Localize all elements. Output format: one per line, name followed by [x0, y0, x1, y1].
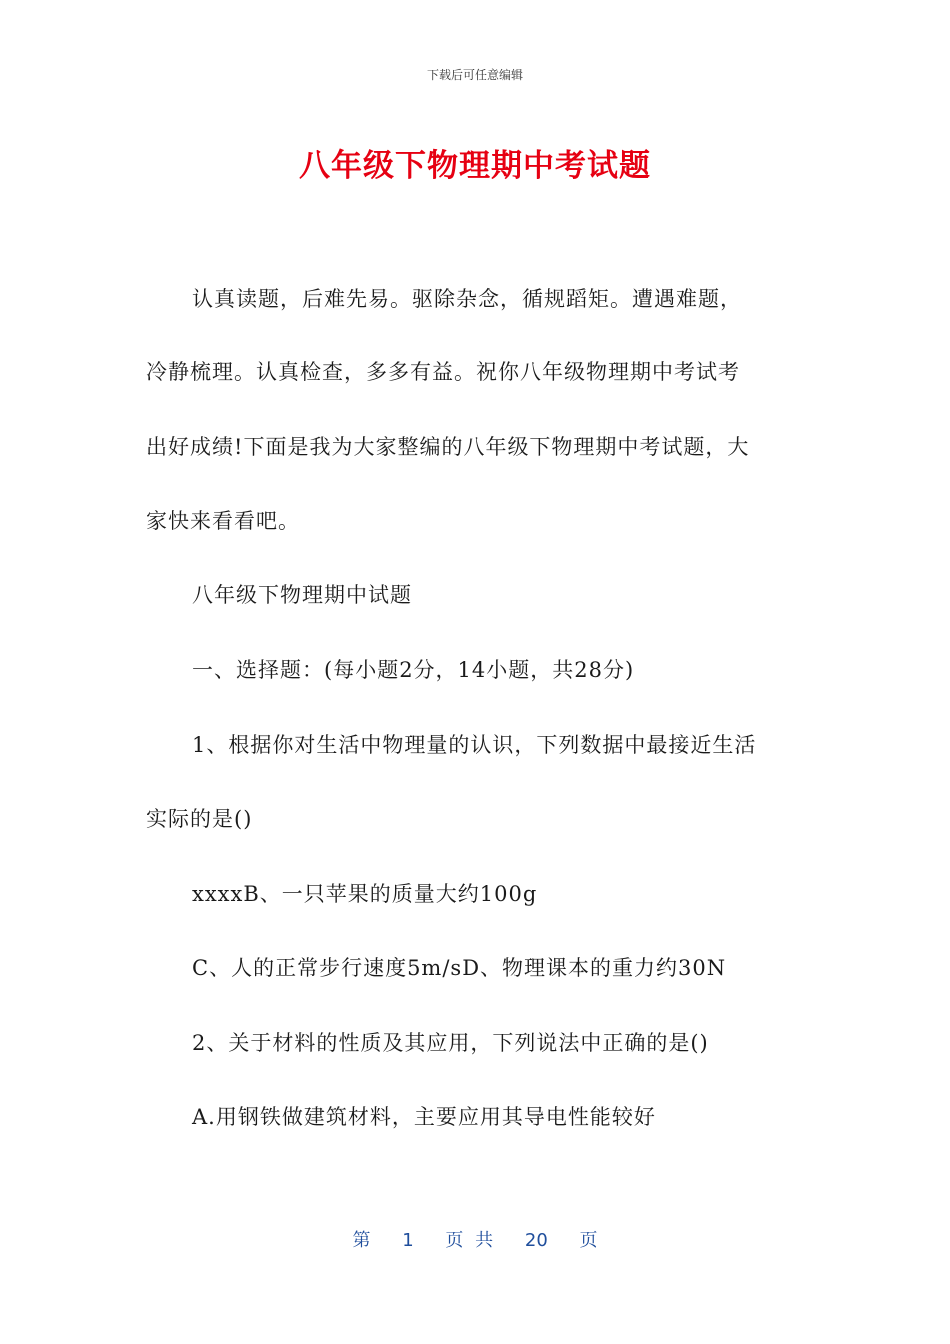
footer-page-mid: 页 共 — [445, 1230, 494, 1251]
footer-page-suffix: 页 — [579, 1230, 598, 1251]
question-heading: 一、选择题：(每小题2分，14小题，共28分) — [192, 658, 635, 682]
paragraph-line: 家快来看看吧。 — [146, 509, 300, 533]
question-line: 1、根据你对生活中物理量的认识，下列数据中最接近生活 — [192, 733, 757, 757]
footer-total-pages: 20 — [524, 1230, 548, 1251]
question-line: 实际的是() — [146, 807, 253, 831]
option-line: A.用钢铁做建筑材料，主要应用其导电性能较好 — [192, 1105, 656, 1129]
option-line: C、人的正常步行速度5m/sD、物理课本的重力约30N — [192, 956, 727, 980]
paragraph-line: 出好成绩!下面是我为大家整编的八年级下物理期中考试题，大 — [146, 435, 750, 459]
header-note: 下载后可任意编辑 — [426, 68, 523, 82]
paragraph-line: 冷静梳理。认真检查，多多有益。祝你八年级物理期中考试考 — [146, 360, 740, 384]
question-line: 2、关于材料的性质及其应用，下列说法中正确的是() — [192, 1031, 709, 1055]
page-footer — [0, 1226, 950, 1252]
footer-page-prefix: 第 — [352, 1230, 371, 1251]
section-heading: 八年级下物理期中试题 — [192, 583, 412, 607]
option-line: xxxxB、一只苹果的质量大约100g — [192, 882, 538, 906]
footer-page-number: 1 — [402, 1230, 414, 1251]
paragraph-line: 认真读题，后难先易。驱除杂念，循规蹈矩。遭遇难题， — [192, 287, 742, 311]
document-title: 八年级下物理期中考试题 — [299, 148, 651, 184]
